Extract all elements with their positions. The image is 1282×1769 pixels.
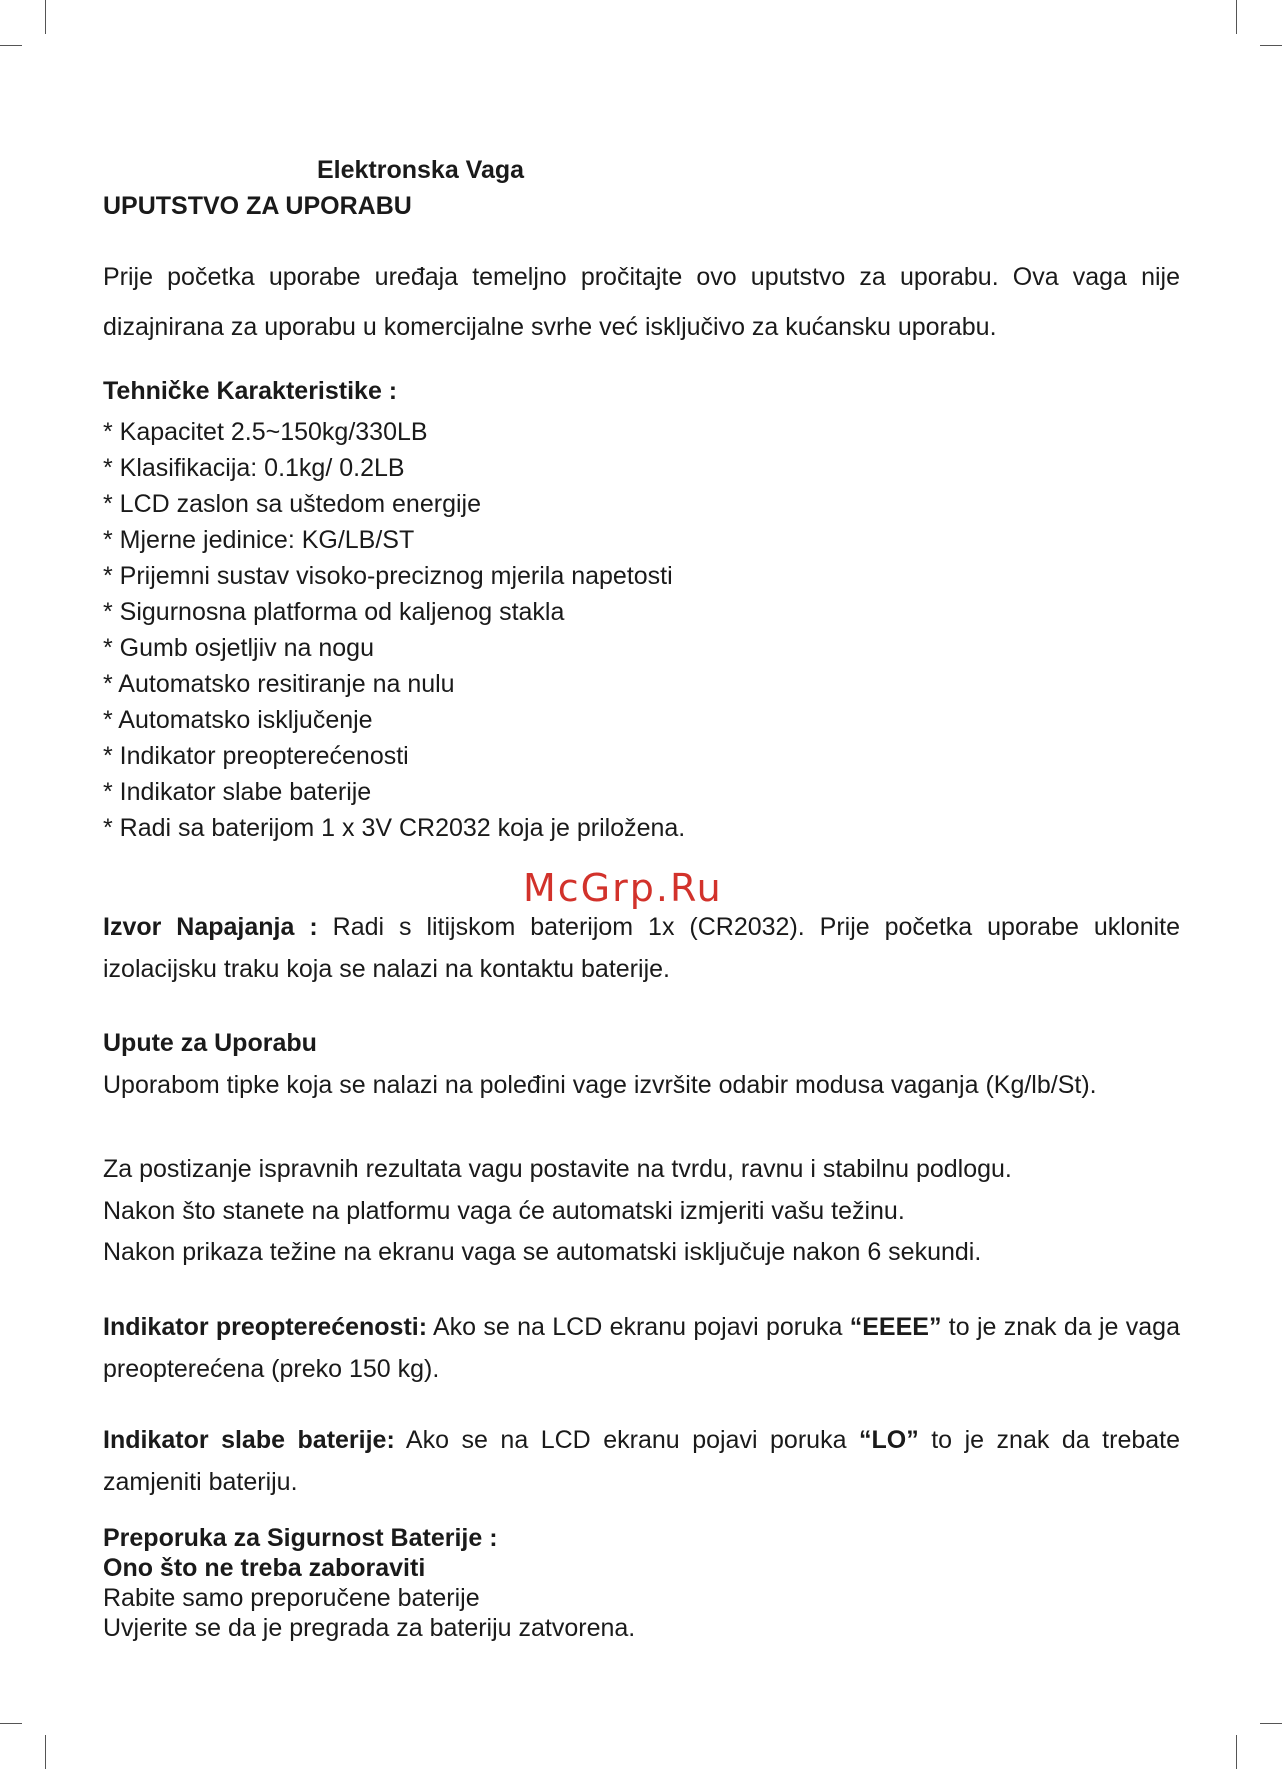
- usage-line: Nakon prikaza težine na ekranu vaga se automatski isključuje nakon 6 sekundi.: [103, 1238, 982, 1266]
- crop-mark: [1236, 1735, 1237, 1769]
- low-battery-text-end: to je znak da trebate zamjeniti bateriju.: [103, 1426, 1181, 1496]
- battery-safety-section: [103, 1523, 635, 1643]
- crop-mark: [1260, 45, 1282, 46]
- crop-mark: [1236, 0, 1237, 34]
- overload-paragraph: [103, 1306, 1180, 1390]
- list-item: * Gumb osjetljiv na nogu: [103, 634, 374, 662]
- list-item: * Indikator slabe baterije: [103, 778, 372, 806]
- low-battery-label: Indikator slabe baterije:: [103, 1426, 395, 1454]
- overload-label: Indikator preopterećenosti:: [103, 1313, 428, 1341]
- usage-heading: Upute za Uporabu: [103, 1029, 317, 1057]
- low-battery-paragraph: [103, 1419, 1180, 1503]
- low-battery-text: Ako se na LCD ekranu pojavi poruka: [394, 1426, 859, 1454]
- list-item: * Klasifikacija: 0.1kg/ 0.2LB: [103, 454, 405, 482]
- safety-line: Uvjerite se da je pregrada za bateriju zatvorena.: [103, 1614, 636, 1642]
- safety-subheading: Ono što ne treba zaboraviti: [103, 1554, 426, 1582]
- safety-heading: Preporuka za Sigurnost Baterije :: [103, 1524, 498, 1552]
- specs-heading: Tehničke Karakteristike :: [103, 377, 398, 405]
- list-item: * Automatsko resitiranje na nulu: [103, 670, 455, 698]
- usage-line: Za postizanje ispravnih rezultata vagu postavite na tvrdu, ravnu i stabilnu podlogu.: [103, 1155, 1012, 1183]
- list-item: * Radi sa baterijom 1 x 3V CR2032 koja je priložena.: [103, 814, 686, 842]
- overload-text: Ako se na LCD ekranu pojavi poruka: [427, 1313, 850, 1341]
- power-text: Radi s litijskom baterijom 1x (CR2032). Prije početka uporabe uklonite izolacijsku traku koja se nalazi na kontaktu baterije.: [103, 913, 1181, 983]
- document-title: Elektronska Vaga: [317, 156, 525, 184]
- usage-line: Uporabom tipke koja se nalazi na poleđini vage izvršite odabir modusa vaganja (Kg/lb/St).: [103, 1071, 1097, 1099]
- list-item: * Sigurnosna platforma od kaljenog stakla: [103, 598, 565, 626]
- power-label: Izvor Napajanja :: [103, 913, 318, 941]
- list-item: * Prijemni sustav visoko-preciznog mjerila napetosti: [103, 562, 673, 590]
- intro-paragraph: Prije početka uporabe uređaja temeljno pročitajte ovo uputstvo za uporabu. Ova vaga nije dizajnirana za uporabu u komercijalne svrhe već isključivo za kućansku uporabu.: [103, 263, 1180, 341]
- overload-code: “EEEE”: [849, 1313, 942, 1341]
- crop-mark: [1260, 1723, 1282, 1724]
- power-paragraph: [103, 906, 1180, 990]
- overload-text-end: to je znak da je vaga preopterećena (preko 150 kg).: [103, 1313, 1180, 1383]
- list-item: * Kapacitet 2.5~150kg/330LB: [103, 418, 428, 446]
- document-subtitle: UPUTSTVO ZA UPORABU: [103, 192, 412, 220]
- usage-line: Nakon što stanete na platformu vaga će automatski izmjeriti vašu težinu.: [103, 1197, 905, 1225]
- crop-mark: [0, 1723, 22, 1724]
- crop-mark: [45, 1735, 46, 1769]
- specs-list: [103, 414, 685, 846]
- low-battery-code: “LO”: [858, 1426, 919, 1454]
- list-item: * Indikator preopterećenosti: [103, 742, 409, 770]
- crop-mark: [45, 0, 46, 34]
- safety-line: Rabite samo preporučene baterije: [103, 1584, 480, 1612]
- list-item: * Mjerne jedinice: KG/LB/ST: [103, 526, 415, 554]
- list-item: * Automatsko isključenje: [103, 706, 373, 734]
- crop-mark: [0, 45, 22, 46]
- list-item: * LCD zaslon sa uštedom energije: [103, 490, 481, 518]
- watermark: McGrp.Ru: [523, 866, 723, 910]
